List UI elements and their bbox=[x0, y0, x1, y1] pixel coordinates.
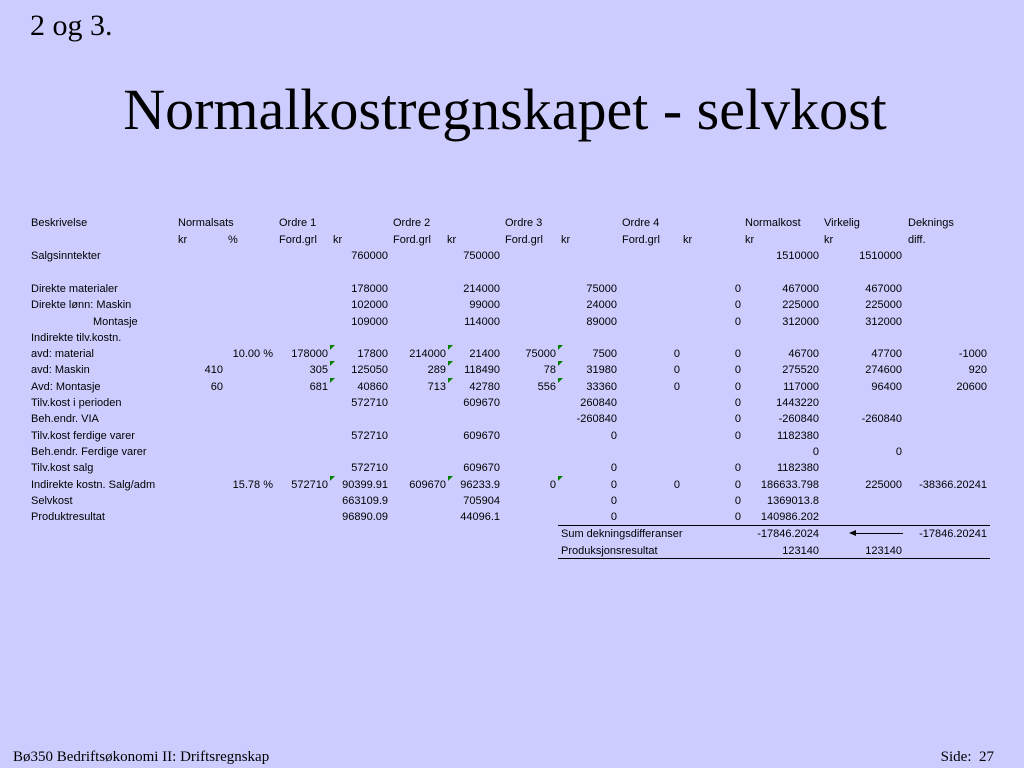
comment-indicator-icon bbox=[330, 361, 335, 366]
summary-cell-normal: 123140 bbox=[782, 545, 819, 557]
cell-o3-fg: 0 bbox=[549, 479, 556, 491]
slide-title: Normalkostregnskapet - selvkost bbox=[123, 77, 887, 142]
row-label: Tilv.kost ferdige varer bbox=[31, 430, 135, 442]
header-ordre2: Ordre 2 bbox=[393, 217, 431, 229]
cell-normal: 1182380 bbox=[776, 430, 819, 442]
header-virkelig: Virkelig bbox=[824, 217, 860, 229]
cell-o4-kr: 0 bbox=[734, 511, 741, 523]
header-normalkost: Normalkost bbox=[745, 217, 801, 229]
cell-normal: 117000 bbox=[783, 381, 819, 393]
cell-o4-fg: 0 bbox=[673, 479, 680, 491]
row-label: Beh.endr. VIA bbox=[31, 413, 99, 425]
cell-o3-kr: 75000 bbox=[586, 283, 617, 295]
summary-top-rule bbox=[558, 525, 990, 526]
comment-indicator-icon bbox=[558, 361, 563, 366]
cell-o4-kr: 0 bbox=[734, 479, 741, 491]
cell-o2-kr: 96233.9 bbox=[460, 479, 500, 491]
cell-o2-kr: 214000 bbox=[463, 283, 500, 295]
comment-indicator-icon bbox=[558, 378, 563, 383]
cell-o4-kr: 0 bbox=[734, 381, 741, 393]
cell-o2-kr: 609670 bbox=[463, 462, 500, 474]
row-label: Montasje bbox=[93, 316, 138, 328]
summary-cell-diff: -17846.20241 bbox=[919, 528, 987, 540]
cell-o1-kr: 663109.9 bbox=[342, 495, 388, 507]
subheader-virk-kr: kr bbox=[824, 234, 834, 246]
footer-course: Bø350 Bedriftsøkonomi II: Driftsregnskap bbox=[13, 749, 270, 765]
cell-virk: 312000 bbox=[865, 316, 902, 328]
arrow-line bbox=[853, 533, 903, 534]
row-label: avd: material bbox=[31, 348, 94, 360]
cell-normal: 46700 bbox=[788, 348, 819, 360]
cell-normal: 1182380 bbox=[776, 462, 819, 474]
cell-o1-fg: 681 bbox=[309, 381, 328, 393]
cell-virk: 467000 bbox=[865, 283, 902, 295]
summary-bottom-rule bbox=[558, 558, 990, 559]
subheader-o4-kr: kr bbox=[683, 234, 693, 246]
cell-o3-kr: 89000 bbox=[586, 316, 617, 328]
cell-o1-kr: 17800 bbox=[357, 348, 388, 360]
comment-indicator-icon bbox=[558, 345, 563, 350]
subheader-sats-pct: % bbox=[228, 234, 238, 246]
arrow-left-icon bbox=[849, 530, 856, 536]
cell-o3-kr: 0 bbox=[610, 462, 617, 474]
cell-o4-fg: 0 bbox=[673, 348, 680, 360]
cell-o1-kr: 178000 bbox=[351, 283, 388, 295]
cell-o4-kr: 0 bbox=[734, 430, 741, 442]
subheader-diff: diff. bbox=[908, 234, 926, 246]
cell-normal: 1369013.8 bbox=[767, 495, 819, 507]
footer-page-label: Side: bbox=[940, 749, 972, 765]
cell-normal: 312000 bbox=[782, 316, 819, 328]
cell-normal: 1443220 bbox=[776, 397, 819, 409]
cell-o3-kr: -260840 bbox=[576, 413, 617, 425]
cell-virk: 274600 bbox=[865, 364, 902, 376]
cell-o3-fg: 78 bbox=[543, 364, 556, 376]
cell-virk: -260840 bbox=[861, 413, 902, 425]
cell-o3-fg: 556 bbox=[537, 381, 556, 393]
cell-o2-kr: 118490 bbox=[464, 364, 500, 376]
comment-indicator-icon bbox=[448, 345, 453, 350]
cell-virk: 1510000 bbox=[859, 250, 902, 262]
cell-o1-fg: 178000 bbox=[291, 348, 328, 360]
comment-indicator-icon bbox=[330, 378, 335, 383]
cell-normal: 140986.202 bbox=[760, 511, 819, 523]
cell-o4-kr: 0 bbox=[734, 348, 741, 360]
cell-normal: 467000 bbox=[782, 283, 819, 295]
footer-page-number: 27 bbox=[979, 749, 994, 765]
cell-diff: 920 bbox=[968, 364, 987, 376]
cell-o2-kr: 705904 bbox=[463, 495, 500, 507]
summary-cell-normal: -17846.2024 bbox=[757, 528, 819, 540]
header-ordre4: Ordre 4 bbox=[622, 217, 660, 229]
cell-diff: -38366.20241 bbox=[919, 479, 987, 491]
comment-indicator-icon bbox=[330, 345, 335, 350]
cell-o4-fg: 0 bbox=[673, 381, 680, 393]
row-label: Salgsinntekter bbox=[31, 250, 101, 262]
row-label: avd: Maskin bbox=[31, 364, 90, 376]
header-beskrivelse: Beskrivelse bbox=[31, 217, 88, 229]
cell-o2-kr: 44096.1 bbox=[460, 511, 500, 523]
cell-o2-fg: 713 bbox=[427, 381, 446, 393]
cell-virk: 47700 bbox=[871, 348, 902, 360]
cell-o3-kr: 24000 bbox=[586, 299, 617, 311]
cell-o3-kr: 0 bbox=[610, 511, 617, 523]
cell-o2-fg: 609670 bbox=[409, 479, 446, 491]
header-normalsats: Normalsats bbox=[178, 217, 234, 229]
subheader-o3-fordgrl: Ford.grl bbox=[505, 234, 543, 246]
cell-normal: 0 bbox=[812, 446, 819, 458]
cell-o1-kr: 125050 bbox=[351, 364, 388, 376]
cell-o2-fg: 289 bbox=[427, 364, 446, 376]
cell-o1-kr: 572710 bbox=[351, 462, 388, 474]
subheader-o2-fordgrl: Ford.grl bbox=[393, 234, 431, 246]
row-label: Indirekte tilv.kostn. bbox=[31, 332, 122, 344]
cell-o4-kr: 0 bbox=[734, 364, 741, 376]
cell-o3-kr: 31980 bbox=[586, 364, 617, 376]
cell-o3-fg: 75000 bbox=[525, 348, 556, 360]
comment-indicator-icon bbox=[448, 361, 453, 366]
row-label: Tilv.kost salg bbox=[31, 462, 94, 474]
cell-o3-kr: 260840 bbox=[580, 397, 617, 409]
header-ordre1: Ordre 1 bbox=[279, 217, 317, 229]
subheader-o1-fordgrl: Ford.grl bbox=[279, 234, 317, 246]
cell-normal: 225000 bbox=[782, 299, 819, 311]
cell-normal: -260840 bbox=[778, 413, 819, 425]
cell-o1-kr: 109000 bbox=[351, 316, 388, 328]
cell-o1-kr: 40860 bbox=[357, 381, 388, 393]
row-label: Avd: Montasje bbox=[31, 381, 101, 393]
row-label: Direkte lønn: Maskin bbox=[31, 299, 132, 311]
cell-o2-fg: 214000 bbox=[409, 348, 446, 360]
subheader-o3-kr: kr bbox=[561, 234, 571, 246]
footer-page bbox=[941, 748, 994, 766]
cell-normal: 186633.798 bbox=[760, 479, 819, 491]
cell-o4-kr: 0 bbox=[734, 462, 741, 474]
cell-o2-kr: 21400 bbox=[469, 348, 500, 360]
row-label: Selvkost bbox=[31, 495, 73, 507]
cell-diff: -1000 bbox=[958, 348, 987, 360]
cell-o3-kr: 0 bbox=[610, 479, 617, 491]
header-deknings: Deknings bbox=[908, 217, 954, 229]
cell-normal: 1510000 bbox=[776, 250, 819, 262]
cell-o4-kr: 0 bbox=[734, 397, 741, 409]
subheader-sats-kr: kr bbox=[178, 234, 188, 246]
cell-o1-fg: 572710 bbox=[291, 479, 328, 491]
cell-o3-kr: 0 bbox=[610, 430, 617, 442]
cell-virk: 96400 bbox=[871, 381, 902, 393]
cell-o4-fg: 0 bbox=[673, 364, 680, 376]
comment-indicator-icon bbox=[448, 476, 453, 481]
row-label: Indirekte kostn. Salg/adm bbox=[31, 479, 156, 491]
cell-sats-kr: 410 bbox=[204, 364, 223, 376]
cell-o2-kr: 609670 bbox=[463, 430, 500, 442]
cell-virk: 0 bbox=[895, 446, 902, 458]
header-ordre3: Ordre 3 bbox=[505, 217, 543, 229]
subheader-o4-fordgrl: Ford.grl bbox=[622, 234, 660, 246]
cell-virk: 225000 bbox=[865, 479, 902, 491]
row-label: Direkte materialer bbox=[31, 283, 118, 295]
cell-o2-kr: 42780 bbox=[469, 381, 500, 393]
cell-o4-kr: 0 bbox=[734, 299, 741, 311]
cell-o2-kr: 114000 bbox=[464, 316, 500, 328]
cell-o1-kr: 96890.09 bbox=[342, 511, 388, 523]
row-label: Tilv.kost i perioden bbox=[31, 397, 122, 409]
cell-o1-kr: 572710 bbox=[351, 430, 388, 442]
cell-normal: 275520 bbox=[782, 364, 819, 376]
summary-cell-virk: 123140 bbox=[865, 545, 902, 557]
subheader-normal-kr: kr bbox=[745, 234, 755, 246]
cell-o1-kr: 90399.91 bbox=[342, 479, 388, 491]
cell-virk: 225000 bbox=[865, 299, 902, 311]
subheader-o1-kr: kr bbox=[333, 234, 343, 246]
row-label: Beh.endr. Ferdige varer bbox=[31, 446, 147, 458]
cell-o3-kr: 7500 bbox=[592, 348, 617, 360]
cell-o1-kr: 760000 bbox=[351, 250, 388, 262]
cell-o2-kr: 609670 bbox=[463, 397, 500, 409]
cell-o1-kr: 572710 bbox=[351, 397, 388, 409]
comment-indicator-icon bbox=[330, 476, 335, 481]
cell-o1-kr: 102000 bbox=[351, 299, 388, 311]
cell-o4-kr: 0 bbox=[734, 283, 741, 295]
cell-o1-fg: 305 bbox=[309, 364, 328, 376]
cell-o3-kr: 0 bbox=[610, 495, 617, 507]
comment-indicator-icon bbox=[448, 378, 453, 383]
cell-o4-kr: 0 bbox=[734, 316, 741, 328]
row-label: Produktresultat bbox=[31, 511, 105, 523]
cell-o2-kr: 99000 bbox=[469, 299, 500, 311]
summary-label: Sum dekningsdifferanser bbox=[561, 528, 683, 540]
cell-o2-kr: 750000 bbox=[463, 250, 500, 262]
cell-sats-kr: 60 bbox=[210, 381, 223, 393]
cell-o4-kr: 0 bbox=[734, 413, 741, 425]
comment-indicator-icon bbox=[558, 476, 563, 481]
cell-o4-kr: 0 bbox=[734, 495, 741, 507]
cell-sats-pct: 15.78 % bbox=[232, 479, 273, 491]
cell-o3-kr: 33360 bbox=[586, 381, 617, 393]
cell-diff: 20600 bbox=[956, 381, 987, 393]
section-number: 2 og 3. bbox=[30, 9, 113, 42]
subheader-o2-kr: kr bbox=[447, 234, 457, 246]
summary-label: Produksjonsresultat bbox=[561, 545, 658, 557]
cell-sats-pct: 10.00 % bbox=[232, 348, 273, 360]
